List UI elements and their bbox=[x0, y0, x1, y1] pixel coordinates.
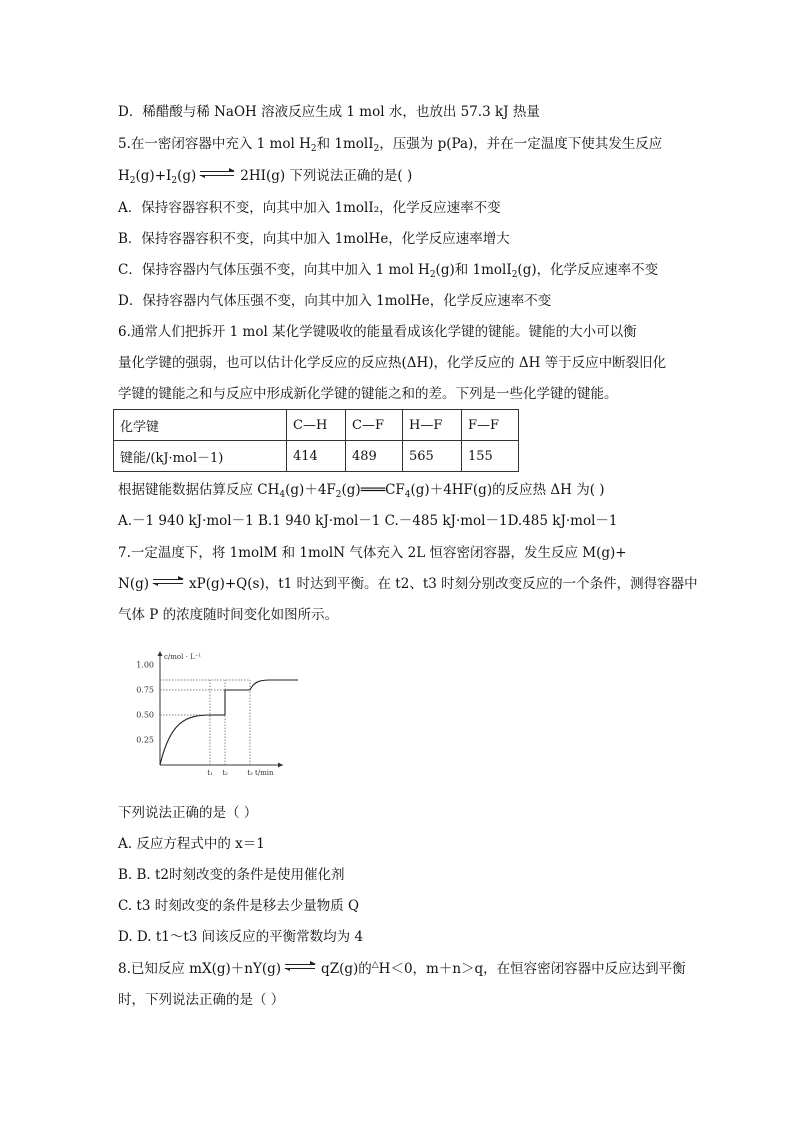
concentration-time-chart bbox=[118, 645, 298, 780]
q7-stem-line1: 7.一定温度下，将 1molM 和 1molN 气体充入 2L 恒容密闭容器，发生反应 M(g)+ bbox=[118, 545, 627, 561]
q8-stem-line1: 8.已知反应 mX(g)＋nY(g) qZ(g)的△H＜0，m＋n＞q，在恒容密闭容器中反应达到平衡 bbox=[118, 960, 686, 977]
equilibrium-arrow-icon bbox=[153, 577, 183, 587]
y-axis-label: c/mol · L⁻¹ bbox=[164, 653, 202, 661]
q6-stem-line1: 6.通常人们把拆开 1 mol 某化学键吸收的能量看成该化学键的键能。键能的大小可以衡 bbox=[118, 324, 637, 340]
q5-equation: $H_2(g)+I_2(g)$ 2HI(g) 下列说法正确的是( ) bbox=[118, 168, 413, 186]
table-cell: 414 bbox=[287, 441, 346, 472]
table-header-cell: C—F bbox=[346, 410, 403, 441]
q5-stem: 5.在一密闭容器中充入 1 mol $H_2$和 1molI$_2$，压强为 p(Pa)，并在一定温度下使其发生反应 bbox=[118, 136, 663, 154]
q6-question: 根据键能数据估算反应 $CH_4(g)+4F_2(g)═══CF_4(g)+4HF(g)$的反应热 ΔH 为( ) bbox=[118, 482, 605, 500]
table-header-cell: H—F bbox=[403, 410, 462, 441]
q5-option-b: B．保持容器容积不变，向其中加入 1molHe，化学反应速率增大 bbox=[118, 231, 510, 247]
q6-stem-line2: 量化学键的强弱，也可以估计化学反应的反应热(ΔH)，化学反应的 ΔH 等于反应中断裂旧化 bbox=[118, 355, 667, 371]
table-header-cell: 化学键 bbox=[114, 410, 287, 441]
y-axis-arrow-icon bbox=[158, 651, 163, 656]
q7-stem-line2: N(g) xP(g)+Q(s)，t1 时达到平衡。在 t2、t3 时刻分别改变反应的一个条件，测得容器中 bbox=[118, 576, 698, 592]
x-tick-label: t₁ bbox=[207, 769, 213, 777]
table-cell: 489 bbox=[346, 441, 403, 472]
q7-stem-line3: 气体 P 的浓度随时间变化如图所示。 bbox=[118, 607, 339, 623]
q5-option-d: D．保持容器内气体压强不变，向其中加入 1molHe，化学反应速率不变 bbox=[118, 293, 552, 309]
q5-option-c: C．保持容器内气体压强不变，向其中加入 1 mol $H_2(g)$和 1molI$_2$(g)，化学反应速率不变 bbox=[118, 262, 659, 280]
y-tick-label: 1.00 bbox=[136, 660, 154, 670]
y-tick-label: 0.50 bbox=[136, 710, 154, 720]
x-axis-arrow-icon bbox=[278, 763, 283, 768]
table-header-row bbox=[114, 410, 519, 441]
q4-option-d: D．稀醋酸与稀 NaOH 溶液反应生成 1 mol 水，也放出 57.3 kJ 热量 bbox=[118, 104, 540, 120]
y-tick-label: 0.25 bbox=[136, 735, 154, 745]
table-row-label: 键能/(kJ·mol－1) bbox=[114, 441, 287, 472]
x-tick-label: t₂ bbox=[222, 769, 228, 777]
q7-option-d: D. D. t1～t3 间该反应的平衡常数均为 4 bbox=[118, 929, 364, 945]
bond-energy-table bbox=[113, 409, 519, 472]
equilibrium-arrow-icon bbox=[200, 169, 234, 179]
x-tick-label: t₃ bbox=[247, 769, 253, 777]
table-cell: 565 bbox=[403, 441, 462, 472]
table-header-cell: F—F bbox=[462, 410, 519, 441]
q7-option-c: C. t3 时刻改变的条件是移去少量物质 Q bbox=[118, 898, 360, 914]
q8-stem-line2: 时，下列说法正确的是（ ） bbox=[118, 992, 285, 1008]
series-segment bbox=[250, 680, 270, 690]
table-cell: 155 bbox=[462, 441, 519, 472]
x-axis-label: t/min bbox=[255, 769, 274, 777]
y-tick-label: 0.75 bbox=[136, 685, 154, 695]
series-segment bbox=[160, 715, 210, 765]
table-row bbox=[114, 441, 519, 472]
q5-option-a: A．保持容器容积不变，向其中加入 1molI₂，化学反应速率不变 bbox=[118, 200, 501, 216]
q6-stem-line3: 学键的键能之和与反应中形成新化学键的键能之和的差。下列是一些化学键的键能。 bbox=[118, 386, 618, 402]
q7-question: 下列说法正确的是（ ） bbox=[118, 805, 258, 821]
q7-option-b: B. B. t2时刻改变的条件是使用催化剂 bbox=[118, 867, 345, 883]
equilibrium-arrow-icon bbox=[285, 962, 315, 972]
q7-option-a: A. 反应方程式中的 x＝1 bbox=[118, 836, 265, 852]
q6-options: A.－1 940 kJ·mol－1 B.1 940 kJ·mol－1 C.－485 kJ·mol－1D.485 kJ·mol－1 bbox=[118, 513, 618, 529]
table-header-cell: C—H bbox=[287, 410, 346, 441]
